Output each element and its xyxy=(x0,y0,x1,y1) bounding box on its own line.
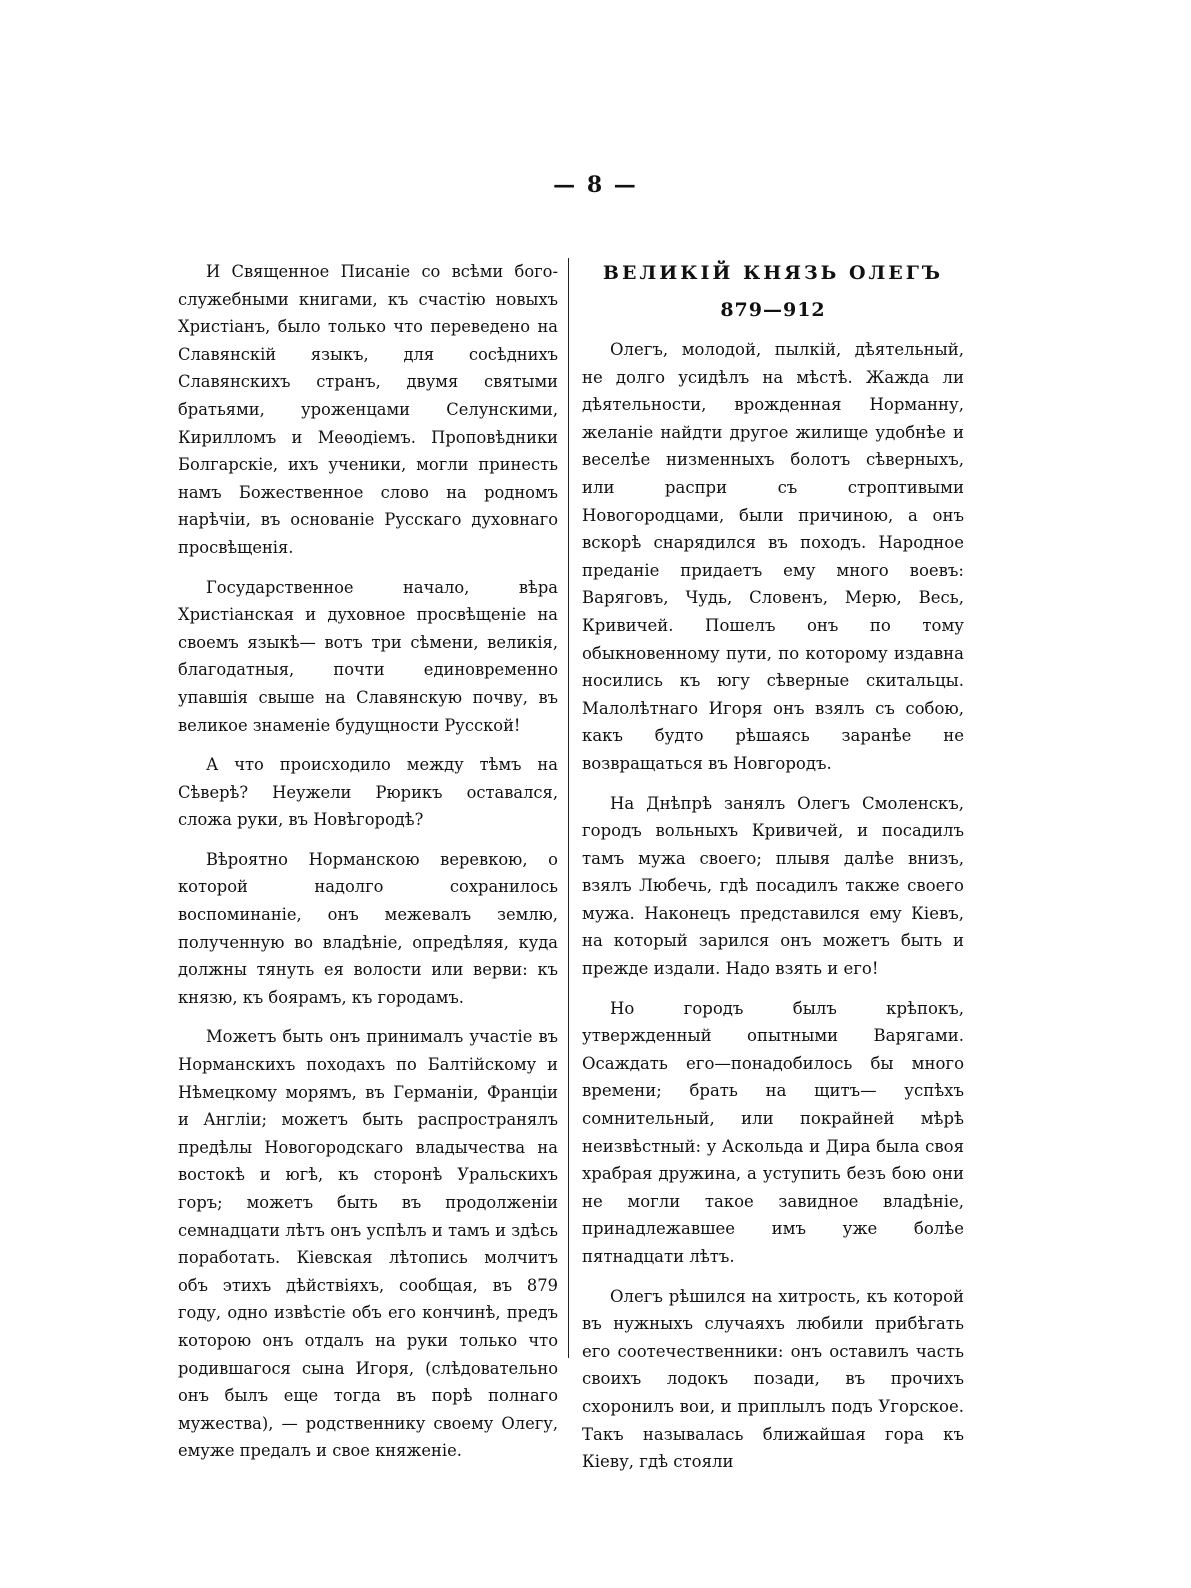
section-years: 879—912 xyxy=(720,299,826,321)
column-divider xyxy=(568,258,569,1358)
left-paragraph-3: А что происходило между тѣмъ на Сѣверѣ? Неужели Рюрикъ оставался, сложа руки, въ Новѣгородѣ? xyxy=(178,755,558,830)
right-paragraph-3: Но городъ былъ крѣпокъ, утвержденный опытными Варягами. Осаждать его—понадобилось бы много времени; брать на щитъ— успѣхъ сомнительный, или покрайней мѣрѣ неизвѣстный: у Аскольда и Дира была своя храбрая дружина, а уступить безъ бою они не могли такое завидное владѣніе, принадлежавшее имъ уже болѣе пятнадцати лѣтъ. xyxy=(582,998,964,1266)
right-column xyxy=(582,258,964,1488)
right-paragraph-1: Олегъ, молодой, пылкій, дѣятельный, не долго усидѣлъ на мѣстѣ. Жажда ли дѣятельности, врожденная Норманну, желаніе найдти другое жилище удобнѣе и веселѣе низменныхъ болотъ сѣверныхъ, или распри съ строптивыми Новогородцами, были причиною, а онъ вскорѣ снарядился въ походъ. Народное преданіе придаетъ ему много воевъ: Варяговъ, Чудь, Словенъ, Мерю, Весь, Кривичей. Пошелъ онъ по тому обыкновенному пути, по которому издавна носились къ югу сѣверные скитальцы. Малолѣтнаго Игоря онъ взялъ съ собою, какъ будто рѣшаясь заранѣе не возвращаться въ Новгородъ. xyxy=(582,340,964,773)
left-paragraph-1: И Священное Писаніе со всѣми бого-служебными книгами, къ счастію новыхъ Христіанъ, было только что переведено на Славянскій языкъ, для сосѣднихъ Славянскихъ странъ, двумя святыми братьями, уроженцами Селунскими, Кирилломъ и Меѳодіемъ. Проповѣдники Болгарскіе, ихъ ученики, могли принесть намъ Божественное слово на родномъ нарѣчіи, въ основаніе Русскаго духовнаго просвѣщенія. xyxy=(178,262,558,557)
left-paragraph-4: Вѣроятно Норманскою веревкою, о которой надолго сохранилось воспоминаніе, онъ межевалъ землю, полученную во владѣніе, опредѣляя, куда должны тянуть ея волости или верви: къ князю, къ боярамъ, къ городамъ. xyxy=(178,849,558,1007)
left-column xyxy=(178,258,558,1477)
right-paragraph-4: Олегъ рѣшился на хитрость, къ которой въ нужныхъ случаяхъ любили прибѣгать его соотечественники: онъ оставилъ часть своихъ лодокъ позади, въ прочихъ схоронилъ вои, и приплылъ подъ Угорское. Такъ называлась ближайшая гора къ Кіеву, гдѣ стояли xyxy=(582,1286,964,1472)
page-number: — 8 — xyxy=(553,172,638,198)
section-title: ВЕЛИКІЙ КНЯЗЬ ОЛЕГЪ xyxy=(602,262,944,284)
left-paragraph-2: Государственное начало, вѣра Христіанская и духовное просвѣщеніе на своемъ языкѣ— вотъ три сѣмени, великія, благодатныя, почти единовременно упавшія свыше на Славянскую почву, въ великое знаменіе будущности Русской! xyxy=(178,577,558,735)
left-paragraph-5: Можетъ быть онъ принималъ участіе въ Норманскихъ походахъ по Балтійскому и Нѣмецкому морямъ, въ Германіи, Франціи и Англіи; можетъ быть распространялъ предѣлы Новогородскаго владычества на востокѣ и югѣ, къ сторонѣ Уральскихъ горъ; можетъ быть въ продолженіи семнадцати лѣтъ онъ успѣлъ и тамъ и здѣсь поработать. Кіевская лѣтопись молчитъ объ этихъ дѣйствіяхъ, сообщая, въ 879 году, одно извѣстіе объ его кончинѣ, предъ которою онъ отдалъ на руки только что родившагося сына Игоря, (слѣдовательно онъ былъ еще тогда въ порѣ полнаго мужества), — родственнику своему Олегу, емуже предалъ и свое княженіе. xyxy=(178,1027,558,1461)
right-paragraph-2: На Днѣпрѣ занялъ Олегъ Смоленскъ, городъ вольныхъ Кривичей, и посадилъ тамъ мужа своего; плывя далѣе внизъ, взялъ Любечь, гдѣ посадилъ также своего мужа. Наконецъ представился ему Кіевъ, на который зарился онъ можетъ быть и прежде издали. Надо взять и его! xyxy=(582,793,964,979)
